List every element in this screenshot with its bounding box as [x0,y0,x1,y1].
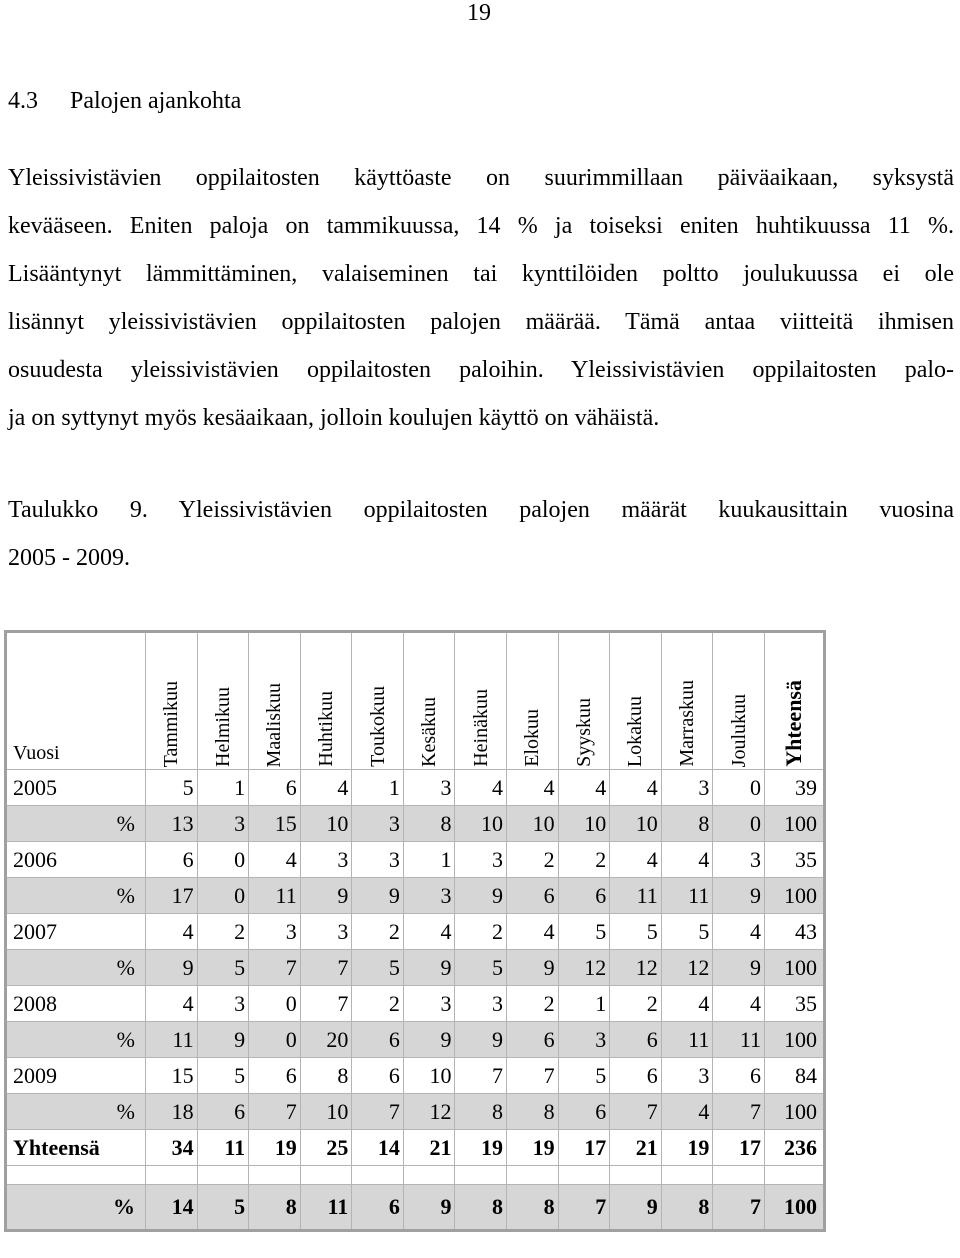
table-cell: 5 [558,914,610,950]
table-cell: 6 [352,1022,404,1058]
table-cell: 2 [352,914,404,950]
table-cell: 7 [713,1185,765,1231]
table-cell: 8 [507,1185,559,1231]
table-cell: 21 [403,1130,455,1166]
table-row [6,1094,825,1130]
table-row [6,950,825,986]
table-cell: 5 [197,950,249,986]
table-cell: 100 [765,806,825,842]
table-cell: 3 [403,878,455,914]
table-cell: 11 [300,1185,352,1231]
page-number: 19 [467,0,491,26]
month-header-label: Toukokuu [366,686,389,767]
table-cell: 17 [146,878,198,914]
month-header-label: Syyskuu [572,698,595,767]
table-cell: 11 [146,1022,198,1058]
table-cell: 4 [507,770,559,806]
row-label: % [6,1094,146,1130]
table-cell: 3 [455,842,507,878]
table-cell: 11 [249,878,301,914]
table-cell: 5 [197,1058,249,1094]
table-cell: 6 [558,1094,610,1130]
table-cell: 43 [765,914,825,950]
table-cell: 7 [352,1094,404,1130]
spacer-cell [661,1166,713,1185]
caption-line: 2005 - 2009. [8,545,130,571]
month-header-label: Joulukuu [727,693,750,767]
section-number: 4.3 [8,88,38,114]
spacer-cell [146,1166,198,1185]
table-cell: 2 [455,914,507,950]
table-cell: 3 [352,842,404,878]
table-cell: 4 [300,770,352,806]
table-header-row [6,632,825,770]
table-cell: 0 [713,806,765,842]
table-cell: 10 [610,806,662,842]
table-cell: 3 [558,1022,610,1058]
table-cell: 9 [403,1022,455,1058]
table-cell: 39 [765,770,825,806]
row-label: 2008 [6,986,146,1022]
month-column-header [507,632,559,770]
month-column-header [403,632,455,770]
table-cell: 1 [558,986,610,1022]
table-cell: 3 [249,914,301,950]
table-spacer-row [6,1166,825,1185]
table-cell: 7 [713,1094,765,1130]
table-row [6,914,825,950]
table-cell: 8 [403,806,455,842]
month-column-header [610,632,662,770]
table-cell: 12 [661,950,713,986]
month-column-header [455,632,507,770]
table-cell: 7 [249,1094,301,1130]
table-cell: 6 [610,1058,662,1094]
table-cell: 9 [610,1185,662,1231]
table-cell: 5 [197,1185,249,1231]
table-cell: 0 [713,770,765,806]
table-cell: 8 [455,1094,507,1130]
table-cell: 10 [300,1094,352,1130]
table-cell: 0 [249,1022,301,1058]
table-cell: 7 [507,1058,559,1094]
table-cell: 100 [765,1185,825,1231]
table-cell: 4 [713,986,765,1022]
table-cell: 6 [249,1058,301,1094]
row-label: 2005 [6,770,146,806]
table-cell: 3 [197,986,249,1022]
table-cell: 0 [197,842,249,878]
table-cell: 14 [146,1185,198,1231]
month-header-label: Maaliskuu [263,682,286,767]
table-cell: 10 [507,806,559,842]
table-cell: 100 [765,1022,825,1058]
month-header-label: Tammikuu [160,680,183,767]
table-cell: 0 [197,878,249,914]
table-cell: 20 [300,1022,352,1058]
month-header-label: Heinäkuu [469,689,492,767]
table-cell: 6 [610,1022,662,1058]
table-cell: 100 [765,1094,825,1130]
table-cell: 3 [352,806,404,842]
paragraph-line: Yleissivistävien oppilaitosten käyttöaste on suurimmillaan päiväaikaan, syksystä [8,165,954,191]
table-cell: 6 [146,842,198,878]
table-cell: 1 [352,770,404,806]
caption-line: Taulukko 9. Yleissivistävien oppilaitosten palojen määrät kuukausittain vuosina [8,497,954,523]
table-cell: 4 [610,770,662,806]
table-cell: 8 [455,1185,507,1231]
table-cell: 8 [249,1185,301,1231]
table-cell: 9 [713,950,765,986]
table-cell: 9 [403,1185,455,1231]
spacer-cell [249,1166,301,1185]
table-cell: 9 [507,950,559,986]
table-cell: 5 [352,950,404,986]
table-row [6,1022,825,1058]
table-cell: 2 [197,914,249,950]
table-cell: 13 [146,806,198,842]
spacer-cell [610,1166,662,1185]
table-cell: 11 [610,878,662,914]
table-cell: 4 [661,1094,713,1130]
row-label: % [6,806,146,842]
month-column-header [352,632,404,770]
table-cell: 11 [661,878,713,914]
table-cell: 2 [610,986,662,1022]
spacer-cell [507,1166,559,1185]
row-label: 2006 [6,842,146,878]
table-cell: 10 [300,806,352,842]
table-cell: 4 [713,914,765,950]
table-cell: 9 [352,878,404,914]
table-cell: 4 [661,842,713,878]
body-paragraph [8,154,954,442]
table-cell: 5 [455,950,507,986]
table-body [6,770,825,1231]
spacer-cell [6,1166,146,1185]
table-cell: 15 [146,1058,198,1094]
table-cell: 6 [507,1022,559,1058]
table-cell: 6 [352,1185,404,1231]
table-cell: 10 [403,1058,455,1094]
table-cell: 2 [507,986,559,1022]
table-cell: 19 [249,1130,301,1166]
table-cell: 0 [249,986,301,1022]
table-cell: 100 [765,878,825,914]
table-caption [8,486,954,582]
row-label: Yhteensä [6,1130,146,1166]
table-cell: 8 [661,1185,713,1231]
table-cell: 4 [610,842,662,878]
paragraph-line: osuudesta yleissivistävien oppilaitosten paloihin. Yleissivistävien oppilaitosten palo- [8,357,954,383]
table-cell: 4 [146,914,198,950]
row-label: 2007 [6,914,146,950]
month-column-header [249,632,301,770]
table-cell: 6 [713,1058,765,1094]
table-cell: 3 [713,842,765,878]
table-cell: 4 [558,770,610,806]
table-cell: 7 [455,1058,507,1094]
table-cell: 2 [352,986,404,1022]
month-header-label: Elokuu [521,709,544,767]
table-cell: 8 [661,806,713,842]
table-cell: 1 [403,842,455,878]
table-cell: 6 [507,878,559,914]
table-row [6,1130,825,1166]
table-cell: 1 [197,770,249,806]
table-cell: 25 [300,1130,352,1166]
table-cell: 35 [765,986,825,1022]
row-label: % [6,1022,146,1058]
table-cell: 4 [249,842,301,878]
month-header-label: Lokakuu [624,695,647,767]
table-cell: 19 [455,1130,507,1166]
table-row [6,1185,825,1231]
row-label: % [6,1185,146,1231]
spacer-cell [713,1166,765,1185]
table-cell: 9 [300,878,352,914]
spacer-cell [300,1166,352,1185]
spacer-cell [455,1166,507,1185]
table-row [6,878,825,914]
month-column-header [558,632,610,770]
table-cell: 15 [249,806,301,842]
spacer-cell [352,1166,404,1185]
month-column-header [765,632,825,770]
table-cell: 4 [455,770,507,806]
table-cell: 10 [455,806,507,842]
table-cell: 5 [146,770,198,806]
table-cell: 7 [300,986,352,1022]
table-cell: 3 [300,914,352,950]
month-column-header [713,632,765,770]
month-header-label: Yhteensä [781,680,806,767]
table-cell: 9 [455,878,507,914]
table-cell: 4 [661,986,713,1022]
paragraph-line: ja on syttynyt myös kesäaikaan, jolloin koulujen käyttö on vähäistä. [8,405,660,431]
section-heading [8,88,241,115]
table-cell: 7 [249,950,301,986]
table-cell: 4 [507,914,559,950]
fires-by-month-table [4,630,826,1232]
table-cell: 5 [558,1058,610,1094]
month-column-header [300,632,352,770]
table-cell: 17 [558,1130,610,1166]
spacer-cell [558,1166,610,1185]
table-cell: 12 [558,950,610,986]
table-cell: 7 [300,950,352,986]
month-column-header [146,632,198,770]
table-cell: 17 [713,1130,765,1166]
table-cell: 6 [352,1058,404,1094]
year-column-header: Vuosi [6,632,146,770]
month-header-label: Marraskuu [676,680,699,767]
table-cell: 3 [197,806,249,842]
spacer-cell [765,1166,825,1185]
spacer-cell [403,1166,455,1185]
month-header-label: Huhtikuu [315,691,338,767]
table-cell: 10 [558,806,610,842]
table-row [6,986,825,1022]
table-cell: 11 [713,1022,765,1058]
table-cell: 9 [403,950,455,986]
month-header-label: Helmikuu [211,687,234,767]
table-cell: 9 [197,1022,249,1058]
table-cell: 6 [249,770,301,806]
table-cell: 7 [558,1185,610,1231]
table-cell: 7 [610,1094,662,1130]
paragraph-line: kevääseen. Eniten paloja on tammikuussa, 14 % ja toiseksi eniten huhtikuussa 11 %. [8,213,954,239]
table-row [6,1058,825,1094]
table-cell: 4 [146,986,198,1022]
table-cell: 8 [300,1058,352,1094]
table-cell: 236 [765,1130,825,1166]
table-row [6,770,825,806]
table-cell: 9 [455,1022,507,1058]
table-cell: 6 [197,1094,249,1130]
paragraph-line: Lisääntynyt lämmittäminen, valaiseminen tai kynttilöiden poltto joulukuussa ei ole [8,261,954,287]
table-cell: 34 [146,1130,198,1166]
table-cell: 100 [765,950,825,986]
table-cell: 3 [403,986,455,1022]
table-cell: 5 [661,914,713,950]
row-label: % [6,950,146,986]
month-column-header [661,632,713,770]
table-cell: 8 [507,1094,559,1130]
month-header-label: Kesäkuu [418,697,441,767]
table-row [6,842,825,878]
table-cell: 18 [146,1094,198,1130]
table-cell: 19 [507,1130,559,1166]
table-cell: 6 [558,878,610,914]
table-cell: 11 [661,1022,713,1058]
table-cell: 3 [455,986,507,1022]
table-cell: 3 [403,770,455,806]
table-cell: 11 [197,1130,249,1166]
row-label: % [6,878,146,914]
table-cell: 2 [558,842,610,878]
table-row [6,806,825,842]
table-cell: 9 [713,878,765,914]
table-cell: 14 [352,1130,404,1166]
spacer-cell [197,1166,249,1185]
table-cell: 12 [403,1094,455,1130]
table-cell: 5 [610,914,662,950]
table-cell: 84 [765,1058,825,1094]
table-cell: 3 [661,1058,713,1094]
month-column-header [197,632,249,770]
table-cell: 3 [661,770,713,806]
section-title: Palojen ajankohta [70,88,242,114]
paragraph-line: lisännyt yleissivistävien oppilaitosten palojen määrää. Tämä antaa viitteitä ihmisen [8,309,954,335]
table-cell: 2 [507,842,559,878]
table-cell: 12 [610,950,662,986]
table-cell: 4 [403,914,455,950]
table-cell: 3 [300,842,352,878]
row-label: 2009 [6,1058,146,1094]
table-cell: 35 [765,842,825,878]
table-cell: 21 [610,1130,662,1166]
table-cell: 9 [146,950,198,986]
table-cell: 19 [661,1130,713,1166]
